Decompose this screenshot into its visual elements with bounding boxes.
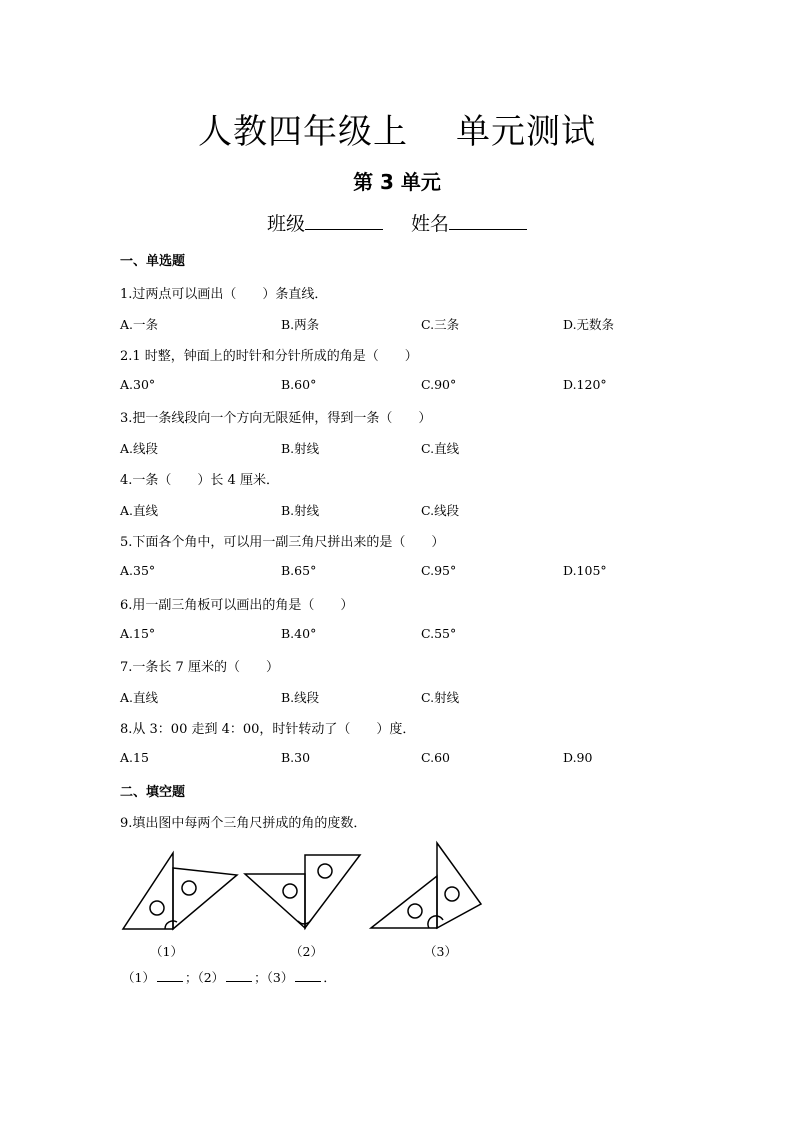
name-field [411,209,527,236]
page-title [0,104,794,153]
title-right: 单元测试 [456,112,596,152]
section-heading-single-choice: 一、单选题 [120,254,186,269]
triangle-rulers-figure [115,838,495,938]
figure-2-caption: （2） [290,944,323,959]
question-4-option-a[interactable]: A.直线 [120,503,159,518]
question-5-option-b[interactable]: B.65° [281,563,317,578]
question-6-option-a[interactable]: A.15° [120,626,156,641]
answer-blank-2[interactable] [226,969,252,982]
figure-1-caption: （1） [150,944,183,959]
question-8-text: 8.从 3：00 走到 4：00，时针转动了（ ）度． [120,722,416,737]
question-2-option-b[interactable]: B.60° [281,377,317,392]
answer-line [122,968,336,986]
question-6-text: 6.用一副三角板可以画出的角是（ ） [120,598,354,613]
question-1-option-b[interactable]: B.两条 [281,317,320,332]
class-label: 班级 [266,213,305,235]
name-label: 姓名 [411,213,450,235]
answer-label-3: ；（3） [254,970,294,985]
question-5-option-a[interactable]: A.35° [120,563,156,578]
question-4-option-b[interactable]: B.射线 [281,503,320,518]
question-5-text: 5.下面各个角中，可以用一副三角尺拼出来的是（ ） [120,535,445,550]
question-8-option-c[interactable]: C.60 [421,750,450,765]
answer-label-1: （1） [122,970,155,985]
question-8-option-b[interactable]: B.30 [281,750,311,765]
answer-blank-1[interactable] [157,969,183,982]
question-1-option-c[interactable]: C.三条 [421,317,460,332]
question-2-option-c[interactable]: C.90° [421,377,457,392]
question-1-option-d[interactable]: D.无数条 [563,317,615,332]
answer-label-2: ；（2） [184,970,225,985]
figure-2-triangles [245,855,360,928]
question-2-option-d[interactable]: D.120° [563,377,607,392]
figure-3-triangles [371,843,481,928]
question-1-option-a[interactable]: A.一条 [120,317,159,332]
question-2-option-a[interactable]: A.30° [120,377,156,392]
question-2-text: 2.1 时整，钟面上的时针和分针所成的角是（ ） [120,349,418,364]
question-4-option-c[interactable]: C.线段 [421,503,460,518]
answer-blank-3[interactable] [295,969,321,982]
answer-end: ． [323,970,336,985]
question-4-text: 4.一条（ ）长 4 厘米． [120,473,279,488]
question-5-option-c[interactable]: C.95° [421,563,457,578]
question-6-option-c[interactable]: C.55° [421,626,457,641]
question-9-text: 9.填出图中每两个三角尺拼成的角的度数． [120,816,367,831]
section-heading-fill-blank: 二、填空题 [120,785,186,800]
class-field [267,209,383,236]
question-8-option-d[interactable]: D.90 [563,750,593,765]
figure-3-caption: （3） [424,944,457,959]
question-6-option-b[interactable]: B.40° [281,626,317,641]
question-3-option-a[interactable]: A.线段 [120,441,159,456]
name-blank[interactable] [449,211,527,230]
figure-1-triangles [123,853,237,929]
question-7-option-c[interactable]: C.射线 [421,690,460,705]
question-7-option-a[interactable]: A.直线 [120,690,159,705]
question-3-option-c[interactable]: C.直线 [421,441,460,456]
unit-subtitle: 第 3 单元 [353,170,441,194]
question-8-option-a[interactable]: A.15 [120,750,149,765]
question-5-option-d[interactable]: D.105° [563,563,607,578]
title-left: 人教四年级上 [198,112,408,152]
question-7-option-b[interactable]: B.线段 [281,690,320,705]
class-blank[interactable] [305,211,383,230]
student-info-line [0,209,794,236]
question-3-text: 3.把一条线段向一个方向无限延伸，得到一条（ ） [120,411,432,426]
question-1-text: 1.过两点可以画出（ ）条直线． [120,287,328,302]
question-7-text: 7.一条长 7 厘米的（ ） [120,660,279,675]
question-3-option-b[interactable]: B.射线 [281,441,320,456]
